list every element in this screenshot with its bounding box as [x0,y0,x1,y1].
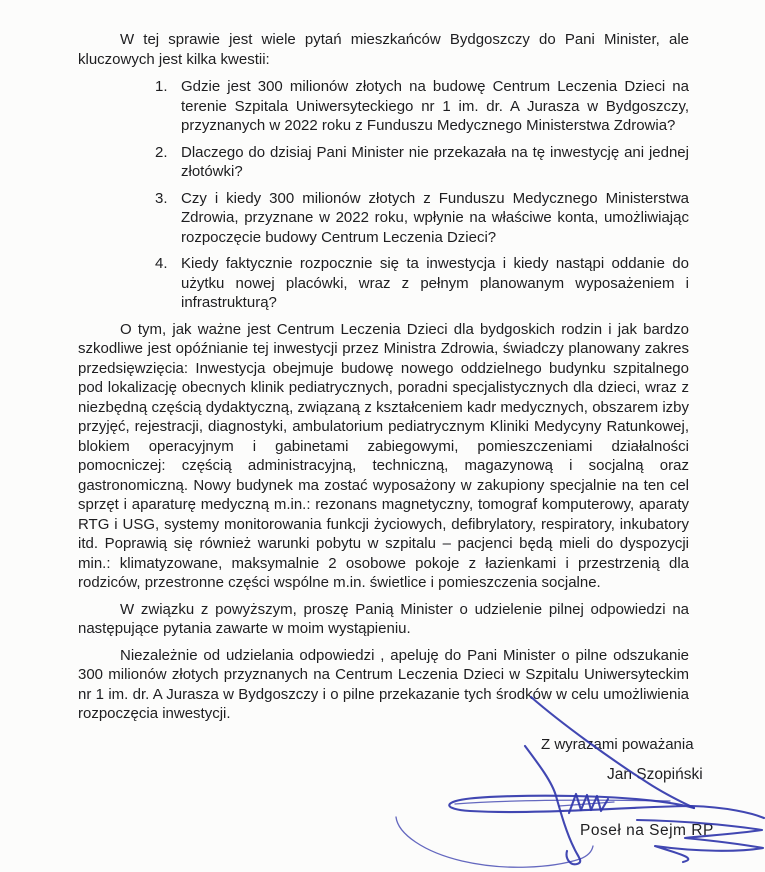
question-item [155,189,689,248]
question-text: Dlaczego do dzisiaj Pani Minister nie przekazała na tę inwestycję ani jednej złotówki? [181,143,689,180]
question-text: Gdzie jest 300 milionów złotych na budowę Centrum Leczenia Dzieci na terenie Szpitala Uniwersyteckiego nr 1 im. dr. A Jurasza w Bydgoszczy, przyznanych w 2022 roku z Funduszu Medycznego Ministerstwa Zdrowia? [181,78,689,134]
letter-body [78,30,689,731]
signer-title: Poseł na Sejm RP [580,822,714,839]
question-number: 3. [155,189,168,207]
question-text: Kiedy faktycznie rozpocznie się ta inwestycja i kiedy nastąpi oddanie do użytku nowej placówki, wraz z pełnym planowanym wyposażeniem i infrastrukturą? [181,255,689,311]
question-number: 4. [155,255,168,272]
signer-name: Jan Szopiński [607,766,703,783]
question-item [155,143,689,182]
question-number: 2. [155,143,168,161]
question-number: 1. [155,78,168,95]
questions-list [155,77,689,313]
body-paragraph-appeal: Niezależnie od udzielania odpowiedzi , apeluję do Pani Minister o pilne odszukanie 300 milionów złotych przyznanych na Centrum Leczenia Dzieci w Szpitalu Uniwersyteckim nr 1 im. dr. A Jurasza w Bydgoszczy i o pilne przekazanie tych środków w celu umożliwienia rozpoczęcia inwestycji. [78,646,689,722]
question-item [155,77,689,136]
body-paragraph-request: W związku z powyższym, proszę Panią Minister o udzielenie pilnej odpowiedzi na następujące pytania zawarte w moim wystąpieniu. [78,600,689,637]
question-text: Czy i kiedy 300 milionów złotych z Funduszu Medycznego Ministerstwa Zdrowia, przyznane w 2022 roku, wpłynie na właściwe konta, umożliwiając rozpoczęcie budowy Centrum Leczenia Dzieci? [181,189,689,246]
question-item [155,254,689,313]
intro-paragraph: W tej sprawie jest wiele pytań mieszkańców Bydgoszczy do Pani Minister, ale kluczowych jest kilka kwestii: [78,31,689,68]
closing-salutation: Z wyrazami poważania [541,736,694,753]
body-paragraph-scope: O tym, jak ważne jest Centrum Leczenia Dzieci dla bydgoskich rodzin i jak bardzo szkodliwe jest opóźnianie tej inwestycji przez Ministra Zdrowia, świadczy planowany zakres przedsięwzięcia: Inwestycja obejmuje budowę nowego oddzielnego budynku szpitalnego pod lokalizację obecnych klinik pediatrycznych, poradni specjalistycznych dla dzieci, wraz z niezbędną częścią dydaktyczną, związaną z kształceniem kadr medycznych, obszarem izby przyjęć, rejestracji, diagnostyki, ambulatorium pediatrycznym Kliniki Medycyny Ratunkowej, blokiem operacyjnym i gabinetami zabiegowymi, pomieszczeniami działalności pomocniczej: częścią administracyjną, techniczną, magazynową i socjalną oraz gastronomiczną. Nowy budynek ma zostać wyposażony w zakupiony specjalnie na ten cel sprzęt i aparaturę medyczną m.in.: rezonans magnetyczny, tomograf komputerowy, aparaty RTG i USG, systemy monitorowania funkcji życiowych, defibrylatory, respiratory, inkubatory itd. Poprawią się również warunki pobytu w szpitalu – pacjenci będą mieli do dyspozycji min.: klimatyzowane, maksymalnie 2 osobowe pokoje z łazienkami i przestrzenią dla rodziców, przestronne części wspólne m.in. świetlice i pomieszczenia socjalne. [78,320,689,591]
